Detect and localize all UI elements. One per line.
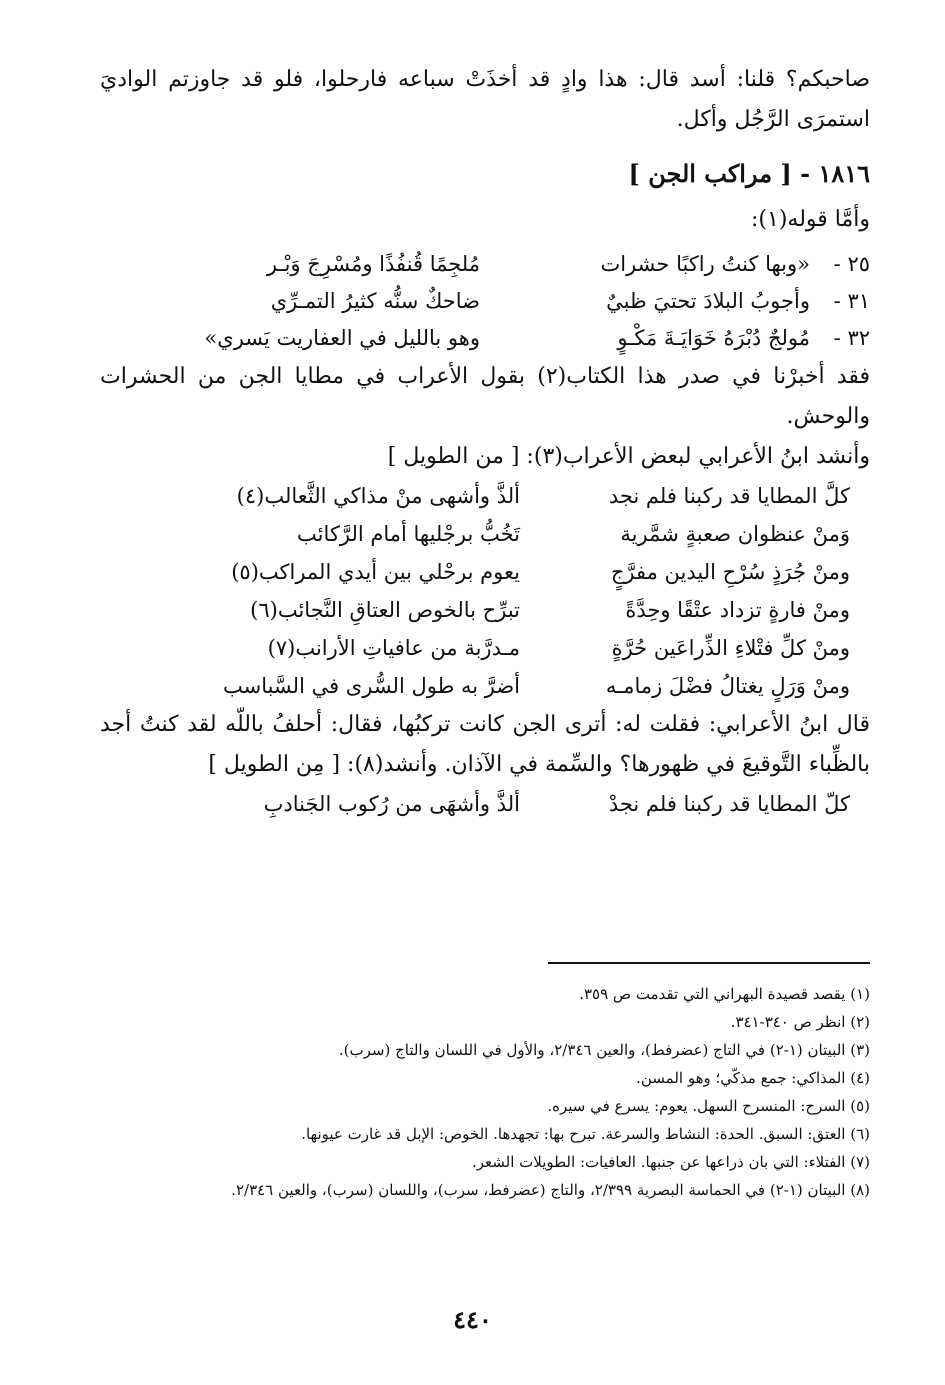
verse-second-hemistich: ألذَّ وأشهى منْ مذاكي الثَّعالب(٤) [236,484,520,508]
footnote: (٧) الفتلاء: التي بان ذراعها عن جنبها. العافيات: الطويلات الشعر. [471,1153,870,1171]
verse-line [100,591,850,629]
verse-line [100,477,850,515]
verse-number: ٣١ - [833,289,870,313]
verse-first-hemistich: وأجوبُ البلادَ تحتيَ ظبيٌ [606,289,810,313]
intro-paragraph: صاحبكم؟ قلنا: أسد قال: هذا وادٍ قد أخذَتْ سباعه فارحلوا، فلو قد جاوزتم الواديَ استمرَى الرَّجُل وأكل. [100,67,870,132]
verse-second-hemistich: تبرِّح بالخوص العتاقِ النَّجائب(٦) [250,598,520,622]
footnote: (٦) العتق: السبق. الحدة: النشاط والسرعة. تبرح بها: تجهدها. الخوص: الإبل قد غارت عيونها. [301,1125,870,1143]
verse-first-hemistich: مُولجٌ دُبْرَهُ خَوَايَـةَ مَكْـوٍ [617,326,810,350]
footnote: (٨) البيتان (١-٢) في الحماسة البصرية ٢/٣٩٩، والتاج (عضرفط، سرب)، واللسان (سرب)، والعين ٢/٣٤٦. [231,1181,870,1199]
verse-second-hemistich: يعوم برحْلي بين أيدي المراكب(٥) [231,560,520,584]
verse-first-hemistich: وَمنْ عنظوان صعبةٍ شمَّرية [620,522,850,546]
verse-first-hemistich: ومنْ فارةٍ تزداد عتْقًا وحِدَّةً [625,598,850,622]
verse-second-hemistich: مُلجِمًا قُنفُذًا ومُسْرِجَ وَبْـر [266,252,480,276]
verse-line [100,553,850,591]
verse-first-hemistich: «وبها كنتُ راكبًا حشرات [600,252,810,276]
verse-line [100,283,870,320]
verse-line [100,785,850,823]
verse-first-hemistich: ومنْ كلِّ فتْلاءِ الذِّراعَين حُرَّةٍ [611,636,850,660]
verse-first-hemistich: ومنْ وَرَلٍ يغتالُ فضْلَ زمامـه [605,674,850,698]
footnotes [100,980,870,1204]
verse-second-hemistich: مـدرَّبة من عافياتِ الأرانب(٧) [267,636,520,660]
paragraph-3: وأنشد ابنُ الأعرابي لبعض الأعراب(٣): [ من الطويل ] [387,444,870,469]
verse-first-hemistich: كلَّ المطايا قد ركبنا فلم نجد [608,484,850,508]
verse-first-hemistich: ومنْ جُرَذٍ سُرْحِ اليدين مفرَّجٍ [610,560,850,584]
verse-line [100,667,850,705]
footnote: (٤) المذاكي: جمع مذكّي؛ وهو المسن. [636,1069,870,1087]
footnote: (١) يقصد قصيدة البهراني التي تقدمت ص ٣٥٩. [579,985,870,1003]
page-number: ٤٤٠ [453,1305,492,1334]
footnote-divider [548,962,870,964]
section-heading: ١٨١٦ - [ مراكب الجن ] [628,159,870,188]
verse-second-hemistich: وهو بالليل في العفاريت يَسري» [204,326,480,350]
verse-second-hemistich: ألذَّ وأشهَى من رُكوب الجَنادبِ [263,792,520,816]
paragraph-4: قال ابنُ الأعرابي: فقلت له: أترى الجن كانت تركبُها، فقال: أحلفُ باللّه لقد كنتُ أجد بالظِّباء التَّوقيعَ في ظهورها؟ والسِّمة في الآذان. وأنشد(٨): [ مِن الطويل ] [100,712,870,777]
verse-second-hemistich: أضرَّ به طول السُّرى في السَّباسب [222,674,520,698]
verse-line [100,629,850,667]
verse-block-c [100,785,870,823]
verse-block-b [100,477,870,705]
verse-line [100,246,870,283]
footnote: (٥) السرح: المنسرح السهل. يعوم: يسرع في سيره. [547,1097,870,1115]
verse-line [100,320,870,357]
verse-second-hemistich: تَخُبُّ برجْليها أمام الرَّكائب [297,522,520,546]
quote-intro: وأمَّا قوله(١): [750,207,870,232]
verse-number: ٣٢ - [833,326,870,350]
verse-first-hemistich: كلّ المطايا قد ركبنا فلم نجدْ [608,792,850,816]
paragraph-2: فقد أخبرْنا في صدر هذا الكتاب(٢) بقول الأعراب في مطايا الجن من الحشرات والوحش. [100,364,871,429]
verse-block-a [100,246,870,357]
main-text [100,60,870,823]
verse-line [100,515,850,553]
footnote: (٣) البيتان (١-٢) في التاج (عضرفط)، والعين ٢/٣٤٦، والأول في اللسان والتاج (سرب). [338,1041,870,1059]
footnote: (٢) انظر ص ٣٤٠-٣٤١. [730,1013,870,1031]
verse-number: ٢٥ - [833,252,870,276]
verse-second-hemistich: ضاحكٌ سنُّه كثيرُ التمـرِّي [270,289,480,313]
